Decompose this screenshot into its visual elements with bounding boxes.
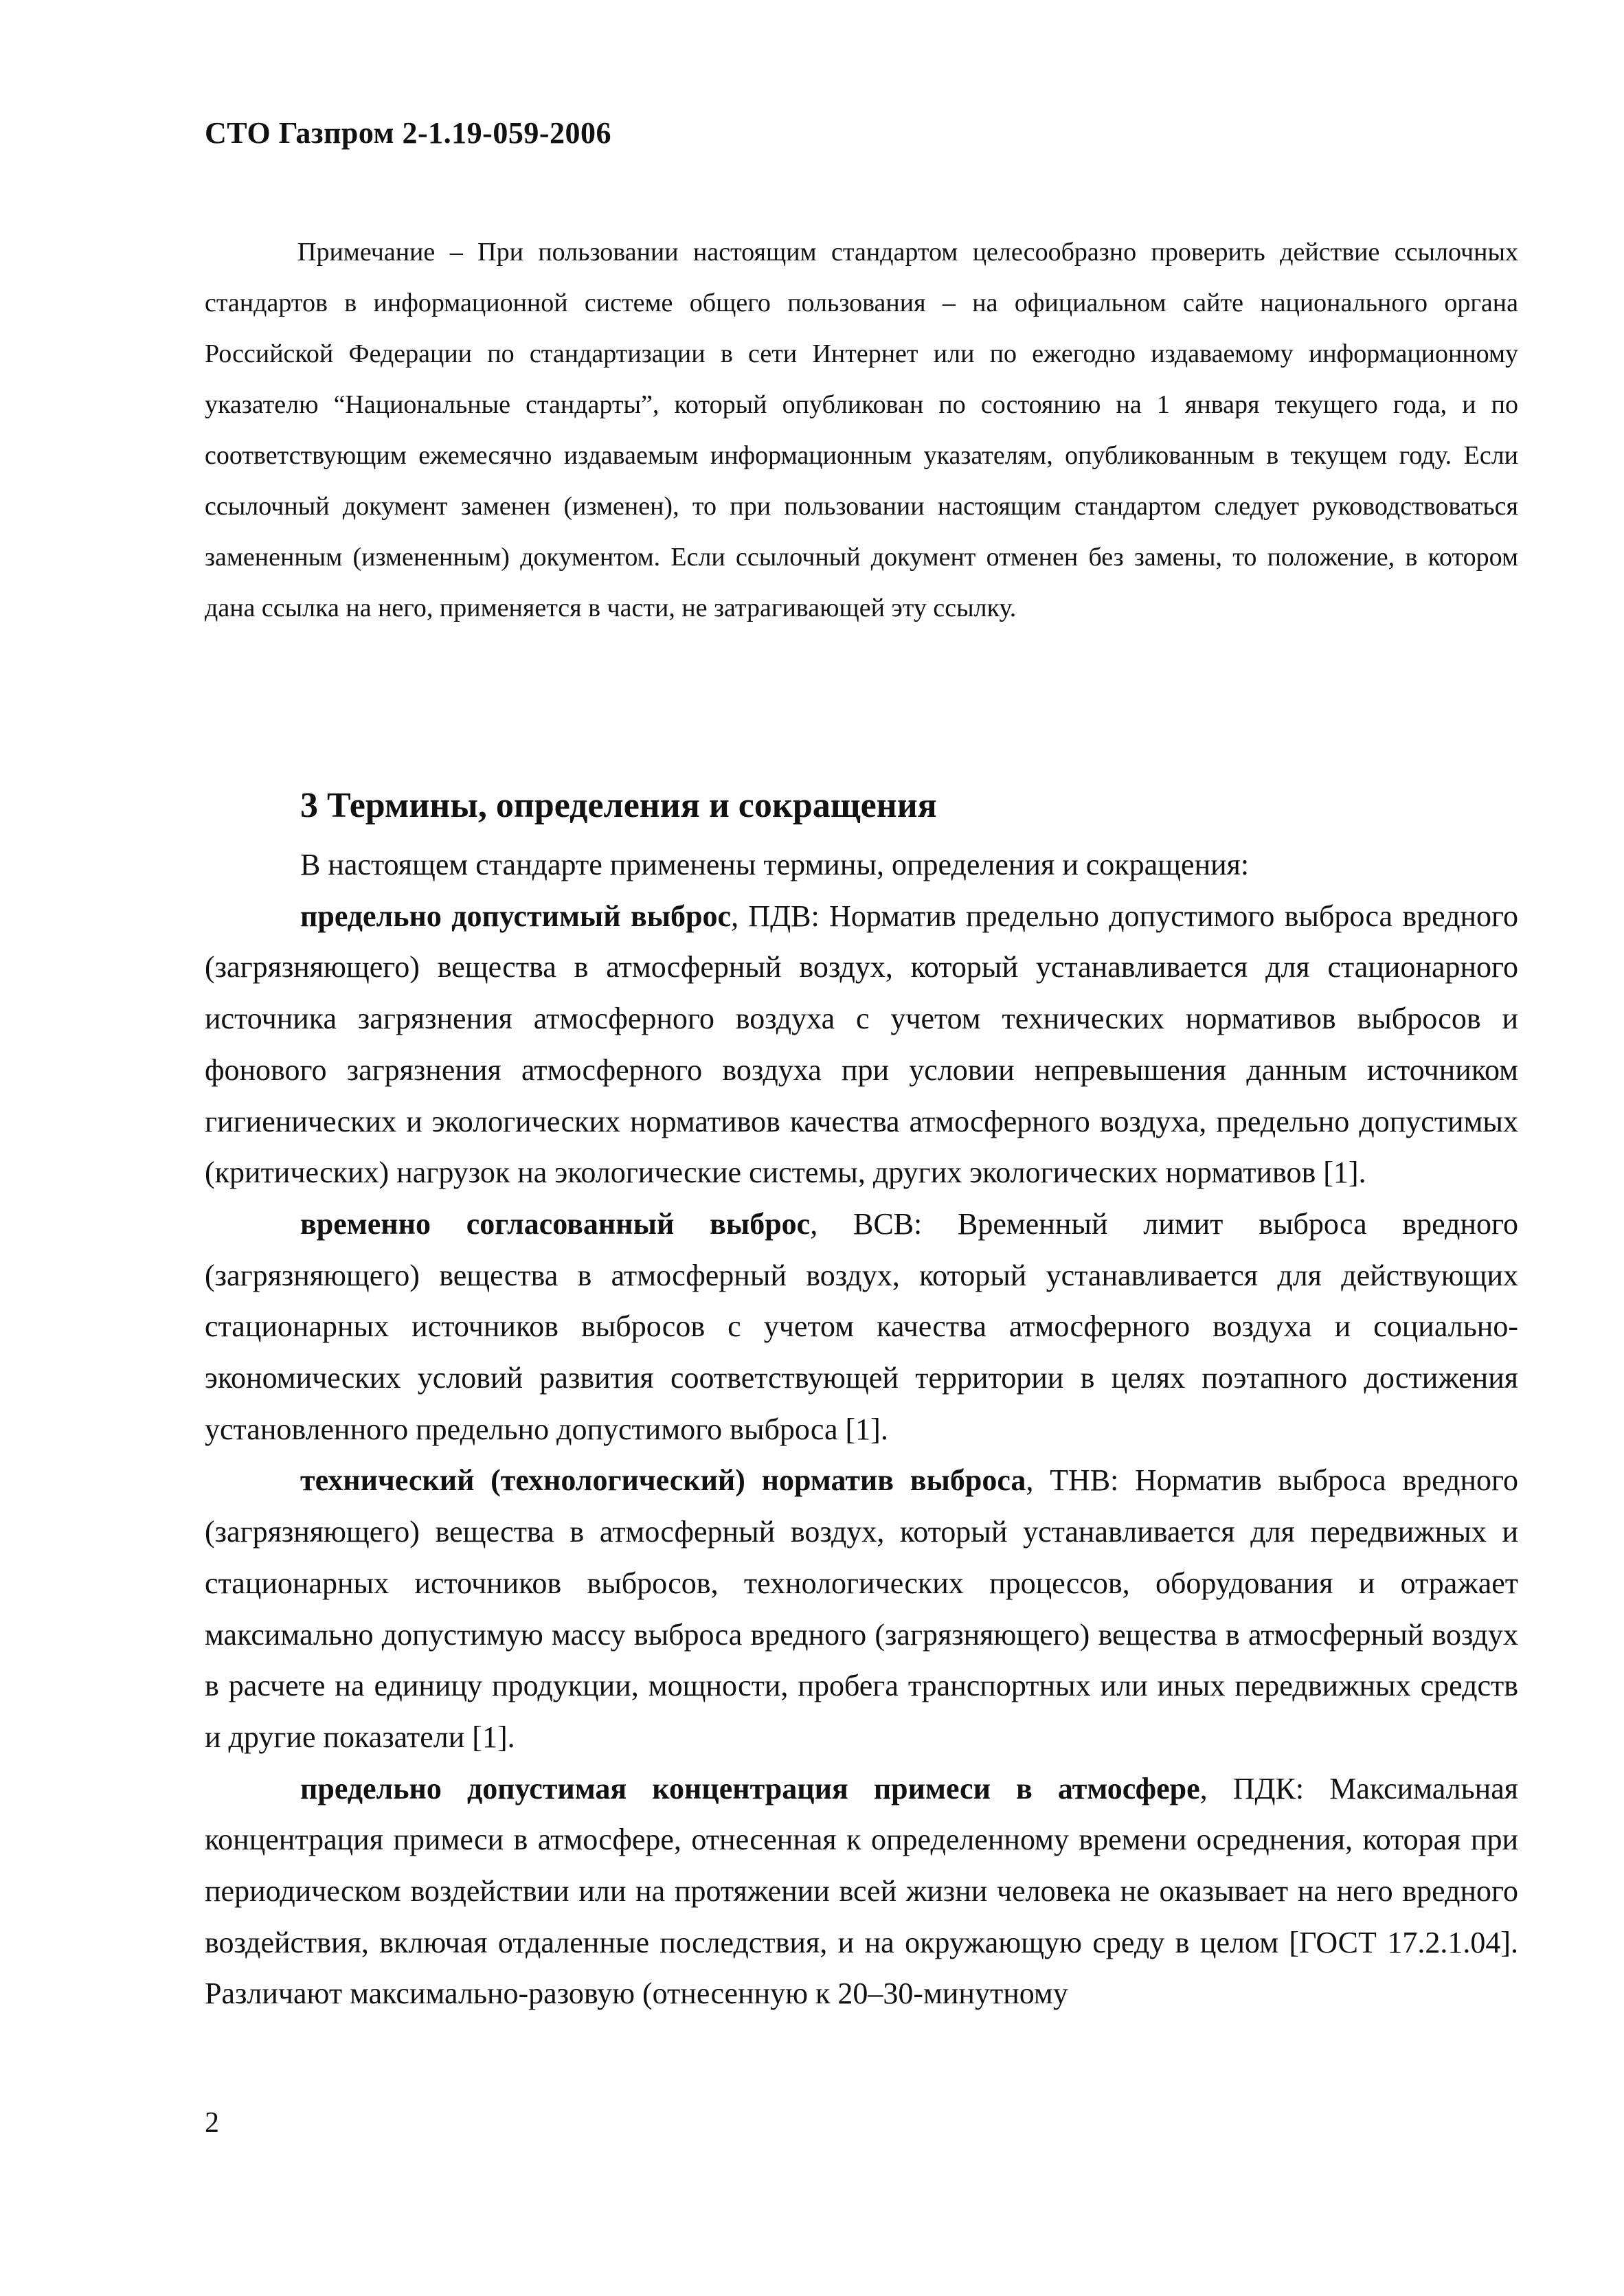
term-name: временно согласованный выброс [300,1206,811,1241]
document-code-header: СТО Газпром 2-1.19-059-2006 [205,116,611,150]
term-text: , ПДВ: Норматив предельно допустимого выброса вредного (загрязняющего) вещества в атмосферный воздух, который устанавливается для стационарного источника загрязнения атмосферного воздуха с учетом технических нормативов выбросов и фонового загрязнения атмосферного воздуха при условии непревышения данным источником гигиенических и экологических нормативов качества атмосферного воздуха, предельно допустимых (критических) нагрузок на экологические системы, других экологических нормативов [1]. [205,899,1519,1190]
term-name: предельно допустимый выброс [300,899,732,933]
section-title: 3 Термины, определения и сокращения [300,786,937,825]
section-body [205,840,1518,2020]
term-definition [205,1199,1518,1456]
term-text: , ТНВ: Норматив выброса вредного (загрязняющего) вещества в атмосферный воздух, который устанавливается для передвижных и стационарных источников выбросов, технологических процессов, оборудования и отражает максимально допустимую массу выброса вредного (загрязняющего) вещества в атмосферный воздух в расчете на единицу продукции, мощности, пробега транспортных или иных передвижных средств и другие показатели [1]. [205,1463,1518,1754]
reference-note: Примечание – При пользовании настоящим стандартом целесообразно проверить действие ссылочных стандартов в информационной системе общего пользования – на официальном сайте национального органа Российской Федерации по стандартизации в сети Интернет или по ежегодно издаваемому информационному указателю “Национальные стандарты”, который опубликован по состоянию на 1 января текущего года, и по соответствующим ежемесячно издаваемым информационным указателям, опубликованным в текущем году. Если ссылочный документ заменен (изменен), то при пользовании настоящим стандартом следует руководствоваться замененным (измененным) документом. Если ссылочный документ отменен без замены, то положение, в котором дана ссылка на него, применяется в части, не затрагивающей эту ссылку. [205,238,1518,622]
page-number: 2 [205,2107,219,2139]
section-intro: В настоящем стандарте применены термины, определения и сокращения: [300,848,1250,881]
term-text: , ПДК: Максимальная концентрация примеси в атмосфере, отнесенная к определенному времени осреднения, которая при периодическом воздействии или на протяжении всей жизни человека не оказывает на него вредного воздействия, включая отдаленные последствия, и на окружающую среду в целом [ГОСТ 17.2.1.04]. Различают максимально-разовую (отнесенную к 20–30-минутному [205,1771,1518,2011]
term-text: , ВСВ: Временный лимит выброса вредного (загрязняющего) вещества в атмосферный воздух, который устанавливается для действующих стационарных источников выбросов с учетом качества атмосферного воздуха и социально-экономических условий развития соответствующей территории в целях поэтапного достижения установленного предельно допустимого выброса [1]. [205,1206,1518,1446]
term-name: предельно допустимая концентрация примеси в атмосфере [300,1771,1200,1805]
term-definition [205,1764,1518,2021]
term-definition [205,1455,1518,1763]
term-name: технический (технологический) норматив выброса [300,1463,1026,1498]
term-definition [205,891,1518,1199]
